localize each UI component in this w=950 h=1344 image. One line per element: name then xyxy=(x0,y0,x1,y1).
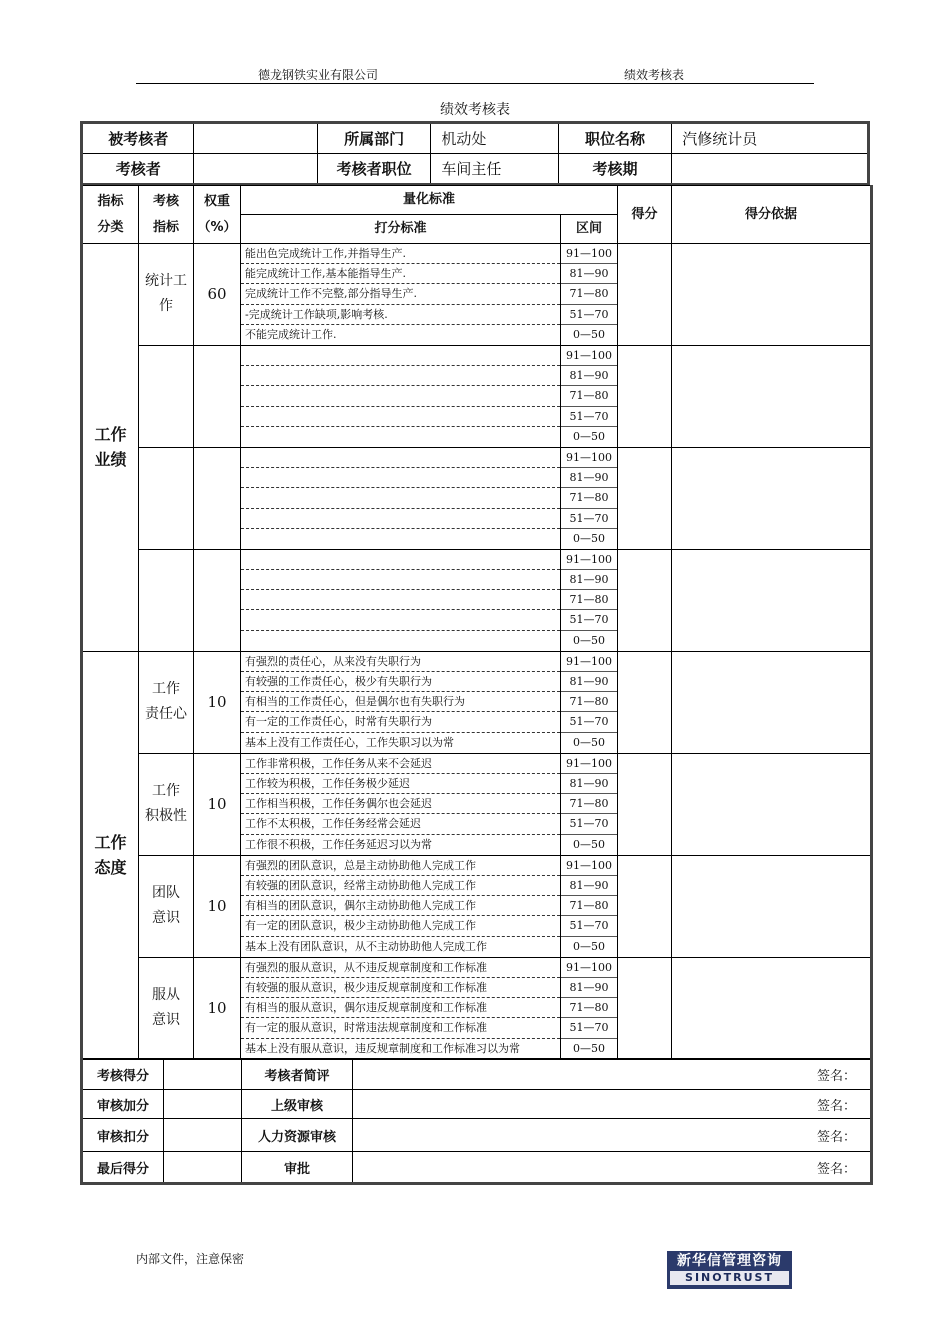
indicator-row xyxy=(82,447,872,549)
signature-field[interactable]: 签名： xyxy=(353,1152,872,1184)
range-value: 81—90 xyxy=(561,978,617,998)
category-cell xyxy=(82,244,139,652)
range-value: 51—70 xyxy=(561,509,617,529)
col-category xyxy=(82,186,139,244)
standard-line xyxy=(241,814,560,834)
standard-text: 有较强的工作责任心，极少有失职行为 xyxy=(245,675,432,688)
indicator-name xyxy=(139,447,194,549)
range-value: 81—90 xyxy=(561,672,617,692)
standard-text: 基本上没有工作责任心，工作失职习以为常 xyxy=(245,735,454,749)
summary-row xyxy=(82,1119,872,1152)
evaluee-label: 被考核者 xyxy=(82,123,194,154)
indicator-row xyxy=(82,651,872,753)
range-value: 51—70 xyxy=(561,916,617,936)
standard-line xyxy=(241,733,560,753)
col-weight-l2: （%） xyxy=(197,219,237,235)
basis-input[interactable] xyxy=(672,345,872,447)
standard-text: 有相当的团队意识，偶尔主动协助他人完成工作 xyxy=(245,899,476,913)
category-line-2: 业绩 xyxy=(94,450,127,470)
score-ranges xyxy=(561,957,618,1059)
scoring-standards xyxy=(241,651,561,753)
indicator-row xyxy=(82,753,872,855)
standard-line xyxy=(241,835,560,855)
standard-line xyxy=(241,386,560,406)
indicator-row xyxy=(82,855,872,957)
standard-line xyxy=(241,712,560,732)
basis-input[interactable] xyxy=(672,855,872,957)
score-ranges xyxy=(561,345,618,447)
standard-text: 工作不太积极，工作任务经常会延迟 xyxy=(245,817,421,831)
range-value: 0—50 xyxy=(573,1041,605,1055)
standard-line xyxy=(241,610,560,630)
standard-line xyxy=(241,284,560,304)
info-table xyxy=(80,121,870,186)
range-value: 81—90 xyxy=(561,264,617,284)
scoring-standards xyxy=(241,244,561,346)
range-value: 91—100 xyxy=(561,958,617,978)
standard-line xyxy=(241,916,560,936)
range-value: 0—50 xyxy=(573,531,605,545)
summary-score-input[interactable] xyxy=(164,1059,242,1090)
standard-text: 基本上没有团队意识，从不主动协助他人完成工作 xyxy=(245,939,487,953)
range-value: 71—80 xyxy=(561,590,617,610)
standard-line xyxy=(241,366,560,386)
indicator-name-l1: 工作 xyxy=(152,783,180,800)
indicator-name xyxy=(139,549,194,651)
category-line-1: 工作 xyxy=(94,833,127,853)
footer-note: 内部文件，注意保密 xyxy=(136,1252,245,1266)
indicator-weight xyxy=(194,549,241,651)
standard-line xyxy=(241,774,560,794)
standard-line xyxy=(241,529,560,549)
standard-text: -完成统计工作缺项,影响考核. xyxy=(245,307,388,321)
scoring-standards xyxy=(241,753,561,855)
summary-row xyxy=(82,1152,872,1184)
score-ranges xyxy=(561,753,618,855)
indicator-name-l2: 意识 xyxy=(152,1012,180,1029)
col-indicator-l2: 指标 xyxy=(152,219,179,235)
range-value: 0—50 xyxy=(573,429,605,443)
evaluator-position-label: 考核者职位 xyxy=(317,154,430,185)
indicator-name xyxy=(139,855,194,957)
range-value: 51—70 xyxy=(561,407,617,427)
standard-line xyxy=(241,509,560,529)
col-score: 得分 xyxy=(618,186,672,244)
score-input[interactable] xyxy=(618,957,672,1059)
range-value: 91—100 xyxy=(561,448,617,468)
range-value: 81—90 xyxy=(561,468,617,488)
indicator-weight: 10 xyxy=(194,753,241,855)
indicator-name xyxy=(139,345,194,447)
header-rule xyxy=(136,83,814,84)
position-label: 职位名称 xyxy=(558,123,671,154)
summary-label: 考核得分 xyxy=(82,1059,164,1090)
range-value: 91—100 xyxy=(561,244,617,264)
evaluator-label: 考核者 xyxy=(82,154,194,185)
standard-line xyxy=(241,876,560,896)
range-value: 71—80 xyxy=(561,284,617,304)
range-value: 51—70 xyxy=(561,712,617,732)
summary-label: 审核加分 xyxy=(82,1090,164,1119)
dept-value[interactable]: 机动处 xyxy=(431,123,558,154)
standard-text: 有强烈的团队意识，总是主动协助他人完成工作 xyxy=(245,858,476,872)
standard-text: 工作很不积极，工作任务延迟习以为常 xyxy=(245,837,432,851)
standard-line xyxy=(241,896,560,916)
standard-line xyxy=(241,978,560,998)
category-cell xyxy=(82,651,139,1059)
col-range: 区间 xyxy=(561,215,618,244)
col-indicator-l1: 考核 xyxy=(152,193,179,209)
summary-label: 最后得分 xyxy=(82,1152,164,1184)
standard-line xyxy=(241,346,560,366)
range-value: 51—70 xyxy=(561,305,617,325)
standard-line xyxy=(241,325,560,345)
basis-input[interactable] xyxy=(672,447,872,549)
summary-row xyxy=(82,1059,872,1090)
range-value: 91—100 xyxy=(561,550,617,570)
header-doc-name: 绩效考核表 xyxy=(624,68,685,82)
col-quant: 量化标准 xyxy=(241,186,618,215)
standard-line xyxy=(241,958,560,978)
signature-field[interactable]: 签名： xyxy=(353,1090,872,1119)
review-label: 审批 xyxy=(242,1152,353,1184)
standard-line xyxy=(241,672,560,692)
range-value: 51—70 xyxy=(561,814,617,834)
standard-text: 有相当的服从意识，偶尔违反规章制度和工作标准 xyxy=(245,1001,487,1015)
range-value: 81—90 xyxy=(561,774,617,794)
standard-text: 工作较为积极，工作任务极少延迟 xyxy=(245,777,410,790)
summary-label: 审核扣分 xyxy=(82,1119,164,1152)
indicator-name-l2: 责任心 xyxy=(145,706,187,723)
indicator-name xyxy=(139,651,194,753)
scoring-standards xyxy=(241,957,561,1059)
position-value[interactable]: 汽修统计员 xyxy=(672,123,869,154)
score-input[interactable] xyxy=(618,244,672,346)
range-value: 0—50 xyxy=(573,837,605,851)
standard-line xyxy=(241,407,560,427)
standard-line xyxy=(241,590,560,610)
standard-line xyxy=(241,754,560,774)
indicator-weight xyxy=(194,447,241,549)
range-value: 81—90 xyxy=(561,570,617,590)
range-value: 71—80 xyxy=(561,692,617,712)
range-value: 91—100 xyxy=(561,754,617,774)
col-category-l2: 分类 xyxy=(97,219,124,235)
evaluator-field[interactable] xyxy=(194,154,317,185)
indicator-row xyxy=(82,244,872,346)
score-input[interactable] xyxy=(618,855,672,957)
summary-score-input[interactable] xyxy=(164,1090,242,1119)
summary-score-input[interactable] xyxy=(164,1119,242,1152)
range-value: 71—80 xyxy=(561,488,617,508)
range-value: 71—80 xyxy=(561,998,617,1018)
range-value: 0—50 xyxy=(573,735,605,749)
logo-en: SINOTRUST xyxy=(670,1271,789,1285)
scoring-standards xyxy=(241,345,561,447)
standard-line xyxy=(241,427,560,447)
review-label: 上级审核 xyxy=(242,1090,353,1119)
standard-line xyxy=(241,998,560,1018)
standard-line xyxy=(241,1018,560,1038)
scoring-standards xyxy=(241,855,561,957)
score-input[interactable] xyxy=(618,345,672,447)
standard-text: 有一定的工作责任心，时常有失职行为 xyxy=(245,715,432,729)
scoring-standards xyxy=(241,549,561,651)
standard-text: 基本上没有服从意识，违反规章制度和工作标准习以为常 xyxy=(245,1041,520,1055)
indicator-name xyxy=(139,753,194,855)
standard-text: 能出色完成统计工作,并指导生产. xyxy=(245,247,406,260)
basis-input[interactable] xyxy=(672,549,872,651)
standard-text: 有强烈的服从意识，从不违反规章制度和工作标准 xyxy=(245,960,487,974)
indicator-weight: 10 xyxy=(194,957,241,1059)
standard-line xyxy=(241,794,560,814)
indicator-name-l1: 统计工 xyxy=(145,273,187,290)
col-category-l1: 指标 xyxy=(97,193,124,209)
indicator-name-l1: 工作 xyxy=(152,681,180,698)
range-value: 0—50 xyxy=(573,327,605,341)
scoring-standards xyxy=(241,447,561,549)
basis-input[interactable] xyxy=(672,753,872,855)
indicator-row xyxy=(82,957,872,1059)
score-ranges xyxy=(561,855,618,957)
col-scoring: 打分标准 xyxy=(241,215,561,244)
sections-body xyxy=(82,244,872,1060)
range-value: 81—90 xyxy=(561,876,617,896)
range-value: 71—80 xyxy=(561,386,617,406)
signature-field[interactable]: 签名： xyxy=(353,1059,872,1090)
standard-line xyxy=(241,264,560,284)
standard-text: 有一定的服从意识，时常违法规章制度和工作标准 xyxy=(245,1021,487,1035)
standard-text: 工作非常积极，工作任务从来不会延迟 xyxy=(245,756,432,770)
category-line-2: 态度 xyxy=(94,858,127,878)
range-value: 71—80 xyxy=(561,794,617,814)
range-value: 51—70 xyxy=(561,610,617,630)
basis-input[interactable] xyxy=(672,651,872,753)
page-title: 绩效考核表 xyxy=(440,102,510,118)
summary-table xyxy=(80,1058,873,1185)
standard-line xyxy=(241,550,560,570)
standard-line xyxy=(241,692,560,712)
col-weight-l1: 权重 xyxy=(203,193,230,209)
evaluee-field[interactable] xyxy=(194,123,317,154)
logo-cn: 新华信管理咨询 xyxy=(677,1253,782,1269)
score-input[interactable] xyxy=(618,753,672,855)
sinotrust-logo xyxy=(667,1251,792,1289)
review-label: 人力资源审核 xyxy=(242,1119,353,1152)
standard-line xyxy=(241,488,560,508)
standard-text: 工作相当积极，工作任务偶尔也会延迟 xyxy=(245,797,432,811)
standard-text: 不能完成统计工作. xyxy=(245,327,337,341)
indicator-weight xyxy=(194,345,241,447)
standard-line xyxy=(241,652,560,672)
standard-line xyxy=(241,937,560,957)
range-value: 81—90 xyxy=(561,366,617,386)
indicator-weight: 10 xyxy=(194,651,241,753)
review-label: 考核者简评 xyxy=(242,1059,353,1090)
period-field[interactable] xyxy=(672,154,869,185)
evaluator-position-value[interactable]: 车间主任 xyxy=(431,154,558,185)
standard-text: 有强烈的责任心，从来没有失职行为 xyxy=(245,654,421,668)
range-value: 91—100 xyxy=(561,856,617,876)
indicator-name-l1: 团队 xyxy=(152,885,180,902)
standard-text: 能完成统计工作,基本能指导生产. xyxy=(245,267,406,281)
indicator-weight: 10 xyxy=(194,855,241,957)
indicator-name xyxy=(139,244,194,346)
range-value: 91—100 xyxy=(561,652,617,672)
indicator-name-l1: 服从 xyxy=(152,987,180,1004)
standard-text: 完成统计工作不完整,部分指导生产. xyxy=(245,287,417,301)
signature-field[interactable]: 签名： xyxy=(353,1119,872,1152)
standard-line xyxy=(241,244,560,264)
period-label: 考核期 xyxy=(558,154,671,185)
summary-row xyxy=(82,1090,872,1119)
indicator-name-l2: 积极性 xyxy=(145,808,187,825)
standard-line xyxy=(241,448,560,468)
indicator-name-l2: 意识 xyxy=(152,910,180,927)
summary-score-input[interactable] xyxy=(164,1152,242,1184)
range-value: 51—70 xyxy=(561,1018,617,1038)
standard-line xyxy=(241,468,560,488)
standard-text: 有一定的团队意识，极少主动协助他人完成工作 xyxy=(245,919,476,933)
col-indicator xyxy=(139,186,194,244)
standard-line xyxy=(241,631,560,651)
score-ranges xyxy=(561,244,618,346)
summary-body xyxy=(82,1059,872,1184)
standard-line xyxy=(241,1039,560,1059)
range-value: 71—80 xyxy=(561,896,617,916)
score-input[interactable] xyxy=(618,651,672,753)
indicator-name xyxy=(139,957,194,1059)
col-weight xyxy=(194,186,241,244)
standard-line xyxy=(241,305,560,325)
indicator-weight: 60 xyxy=(194,244,241,346)
indicator-row xyxy=(82,345,872,447)
assessment-table xyxy=(80,185,873,1060)
col-basis: 得分依据 xyxy=(672,186,872,244)
header-company: 德龙钢铁实业有限公司 xyxy=(258,68,379,82)
standard-line xyxy=(241,570,560,590)
score-input[interactable] xyxy=(618,549,672,651)
range-value: 0—50 xyxy=(573,939,605,953)
dept-label: 所属部门 xyxy=(317,123,430,154)
range-value: 0—50 xyxy=(573,633,605,647)
standard-line xyxy=(241,856,560,876)
score-ranges xyxy=(561,447,618,549)
indicator-row xyxy=(82,549,872,651)
basis-input[interactable] xyxy=(672,244,872,346)
indicator-name-l2: 作 xyxy=(159,298,173,315)
standard-text: 有较强的团队意识，经常主动协助他人完成工作 xyxy=(245,879,476,892)
score-ranges xyxy=(561,651,618,753)
basis-input[interactable] xyxy=(672,957,872,1059)
standard-text: 有较强的服从意识，极少违反规章制度和工作标准 xyxy=(245,981,487,994)
category-line-1: 工作 xyxy=(94,425,127,445)
standard-text: 有相当的工作责任心，但是偶尔也有失职行为 xyxy=(245,695,465,709)
range-value: 91—100 xyxy=(561,346,617,366)
score-input[interactable] xyxy=(618,447,672,549)
score-ranges xyxy=(561,549,618,651)
